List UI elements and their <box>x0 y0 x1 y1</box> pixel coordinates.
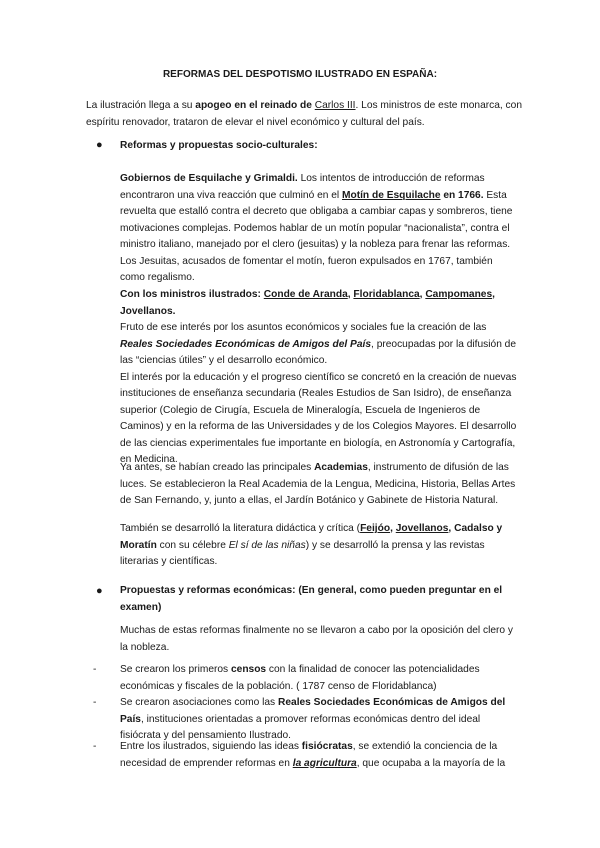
paragraph-esquilache: Gobiernos de Esquilache y Grimaldi. Los intentos de introducción de reformas encontraron una viva reacción que culminó en el Motín de Esquilache en 1766. Esta revuelta que estalló contra el decreto que obligaba a cambiar capas y sombreros, tiene motivaciones complejas. Podemos hablar de un motín popular “nacionalista”, contra el ministro italiano, manejado por el clero (jesuitas) y la nobleza para frenar las reformas. Los Jesuitas, acusados de fomentar el motín, fueron expulsados en 1767, también como regalismo. <box>120 173 513 283</box>
list-item: Se crearon los primeros censos con la finalidad de conocer las potencialidades económicas y fiscales de la población. ( 1787 censo de Floridablanca) <box>120 664 480 692</box>
dash-icon: - <box>93 741 97 752</box>
section-heading-economic: Propuestas y reformas económicas: (En general, como pueden preguntar en el examen) <box>120 585 503 613</box>
list-item: Entre los ilustrados, siguiendo las ideas fisiócratas, se extendió la conciencia de la necesidad de emprender reformas en la agricultura, que ocupaba a la mayoría de la <box>120 741 506 769</box>
dash-icon: - <box>93 697 97 708</box>
paragraph-ministros: Con los ministros ilustrados: Conde de Aranda, Floridablanca, Campomanes, Jovellanos. Fruto de ese interés por los asuntos económicos y sociales fue la creación de las Reales Sociedades Económicas de Amigos del País, preocupadas por la difusión de las “ciencias útiles” y el desarrollo económico. El interés por la educación y el progreso científico se concretó en la creación de nuevas instituciones de enseñanza secundaria (Reales Estudios de San Isidro), de enseñanza superior (Colegio de Cirugía, Escuela de Mineralogía, Escuela de Ingenieros de Caminos) y en la reforma de las Universidades y de los Colegios Mayores. El desarrollo de las ciencias experimentales fue importante en biología, en Astronomía y Cartografía, en Medicina. <box>120 289 517 465</box>
paragraph-academias: Ya antes, se habían creado las principales Academias, instrumento de difusión de las luces. Se establecieron la Real Academia de la Lengua, Medicina, Historia, Bellas Artes de San Fernando, y, junto a ellas, el Jardín Botánico y Gabinete de Historia Natural. <box>120 462 516 506</box>
bullet-icon: ● <box>96 139 103 151</box>
paragraph-literatura: También se desarrolló la literatura didáctica y crítica (Feijóo, Jovellanos, Cadalso y Moratín con su célebre El sí de las niñas) y se desarrolló la prensa y las revistas literarias y científicas. <box>120 523 503 567</box>
paragraph-oposicion: Muchas de estas reformas finalmente no se llevaron a cabo por la oposición del clero y la nobleza. <box>120 625 513 653</box>
bullet-icon: ● <box>96 585 103 597</box>
dash-icon: - <box>93 664 97 675</box>
intro-paragraph: La ilustración llega a su apogeo en el reinado de Carlos III. Los ministros de este monarca, con espíritu renovador, trataron de elevar el nivel económico y cultural del país. <box>86 100 522 128</box>
page-title: REFORMAS DEL DESPOTISMO ILUSTRADO EN ESPAÑA: <box>162 69 438 80</box>
list-item: Se crearon asociaciones como las Reales Sociedades Económicas de Amigos del País, instituciones orientadas a promover reformas económicas dentro del ideal fisiócrata y del pensamiento Ilustrado. <box>120 697 506 741</box>
section-heading-socio-cultural: Reformas y propuestas socio-culturales: <box>120 140 318 151</box>
